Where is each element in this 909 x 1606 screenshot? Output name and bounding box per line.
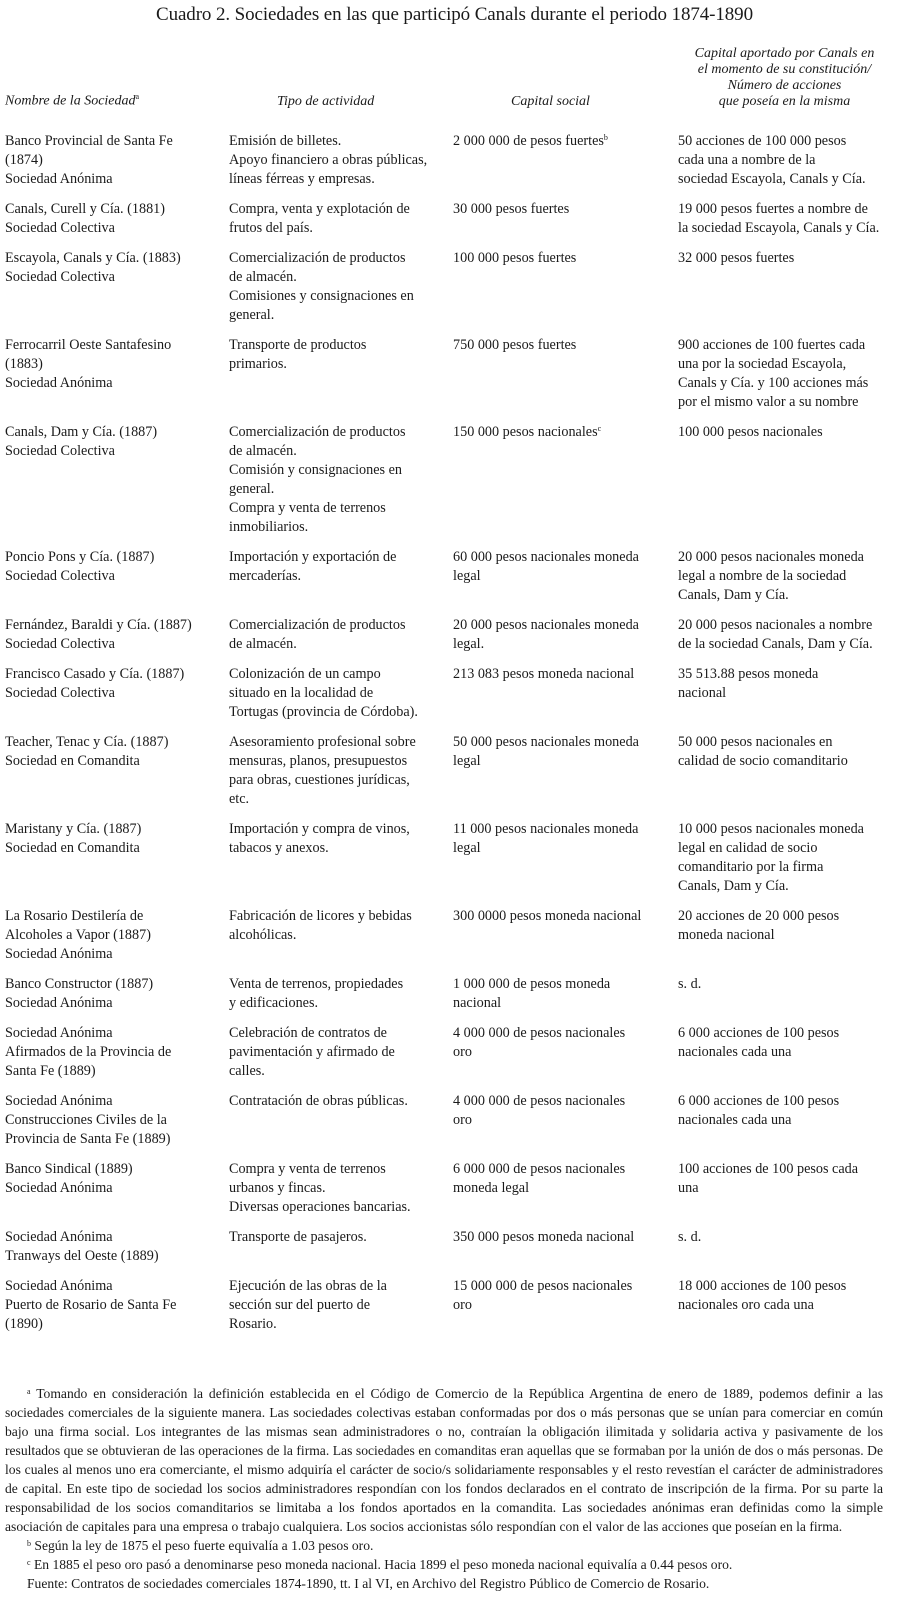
cell-aportado: 18 000 acciones de 100 pesos nacionales oro cada una (678, 1278, 847, 1313)
cell-nombre: Banco Constructor (1887) Sociedad Anónima (5, 976, 154, 1011)
cell-aportado: 50 000 pesos nacionales en calidad de socio comanditario (678, 734, 848, 769)
cell-aportado: 900 acciones de 100 fuertes cada una por la sociedad Escayola, Canals y Cía. y 100 acciones más por el mismo valor a su nombre (678, 337, 869, 410)
cell-aportado: 100 000 pesos nacionales (678, 424, 823, 440)
table-row (0, 665, 909, 733)
cell-capital: 150 000 pesos nacionales$^c$ (453, 424, 602, 440)
cell-aportado: 100 acciones de 100 pesos cada una (678, 1161, 859, 1196)
table-row (0, 132, 909, 200)
table-row (0, 907, 909, 975)
cell-aportado: 19 000 pesos fuertes a nombre de la sociedad Escayola, Canals y Cía. (678, 201, 880, 236)
cell-nombre: Sociedad Anónima Construcciones Civiles de la Provincia de Santa Fe (1889) (5, 1093, 171, 1147)
table-row (0, 1160, 909, 1228)
footnote-a: $^a$ Tomando en consideración la definición establecida en el Código de Comercio de la República Argentina de enero de 1889, podemos definir a las sociedades comerciales de la siguiente manera. Las sociedades colectivas estaban conformadas por dos o más personas que se unían para comerciar en común bajo una firma social. Los integrantes de las mismas sean administradores o no, contraían la obligación ilimitada y solidaria activa y pasivamente de los resultados que se obtuvieran de las operaciones de la firma. Las sociedades en comanditas eran aquellas que se formaban por la unión de dos o más personas. De los cuales al menos uno era comerciante, el mismo adquiría el carácter de socio/s solidariamente responsables y el resto revestían el carácter de administradores de capital. En este tipo de sociedad los socios administradores respondían con los fondos declarados en el contrato de inscripción de la firma. Por su parte la responsabilidad de los socios comanditarios se limitaba a los fondos aportados en la comandita. Las sociedades anónimas eran definidas como la simple asociación de capitales para una empresa o trabajo cualquiera. Los socios accionistas sólo respondían con el valor de las acciones que poseían en la firma. (5, 1386, 883, 1534)
footnotes (5, 1384, 883, 1593)
cell-capital: 213 083 pesos moneda nacional (453, 666, 635, 682)
cell-nombre: Canals, Dam y Cía. (1887) Sociedad Colectiva (5, 424, 158, 459)
cell-aportado: 6 000 acciones de 100 pesos nacionales cada una (678, 1093, 840, 1128)
cell-tipo: Colonización de un campo situado en la localidad de Tortugas (provincia de Córdoba). (229, 666, 418, 720)
cell-nombre: Banco Provincial de Santa Fe (1874) Sociedad Anónima (5, 133, 173, 187)
header-nombre: Nombre de la Sociedad$^a$ (5, 92, 140, 109)
cell-aportado: 20 000 pesos nacionales moneda legal a nombre de la sociedad Canals, Dam y Cía. (678, 549, 864, 603)
cell-nombre: La Rosario Destilería de Alcoholes a Vapor (1887) Sociedad Anónima (5, 908, 151, 962)
cell-nombre: Fernández, Baraldi y Cía. (1887) Sociedad Colectiva (5, 617, 192, 652)
cell-tipo: Comercialización de productos de almacén. (229, 617, 406, 652)
cell-capital: 15 000 000 de pesos nacionales oro (453, 1278, 633, 1313)
cell-nombre: Francisco Casado y Cía. (1887) Sociedad Colectiva (5, 666, 185, 701)
cell-tipo: Asesoramiento profesional sobre mensuras, planos, presupuestos para obras, cuestiones jurídicas, etc. (229, 734, 416, 807)
table-row (0, 336, 909, 423)
cell-capital: 1 000 000 de pesos moneda nacional (453, 976, 611, 1011)
cell-capital: 350 000 pesos moneda nacional (453, 1229, 635, 1245)
cell-aportado: 20 000 pesos nacionales a nombre de la sociedad Canals, Dam y Cía. (678, 617, 873, 652)
cell-capital: 2 000 000 de pesos fuertes$^b$ (453, 133, 608, 149)
cell-aportado: 50 acciones de 100 000 pesos cada una a nombre de la sociedad Escayola, Canals y Cía. (678, 133, 866, 187)
cell-tipo: Emisión de billetes. Apoyo financiero a obras públicas, líneas férreas y empresas. (229, 133, 428, 187)
header-tipo: Tipo de actividad (277, 94, 375, 109)
cell-nombre: Poncio Pons y Cía. (1887) Sociedad Colectiva (5, 549, 155, 584)
cell-nombre: Banco Sindical (1889) Sociedad Anónima (5, 1161, 133, 1196)
cell-nombre: Ferrocarril Oeste Santafesino (1883) Sociedad Anónima (5, 337, 172, 391)
cell-tipo: Importación y exportación de mercaderías. (229, 549, 397, 584)
table-row (0, 1024, 909, 1092)
footnote-mark: b (603, 133, 608, 142)
table-row (0, 200, 909, 249)
cell-nombre: Canals, Curell y Cía. (1881) Sociedad Colectiva (5, 201, 165, 236)
header-capital: Capital social (511, 94, 590, 109)
cell-tipo: Comercialización de productos de almacén. Comisiones y consignaciones en general. (229, 250, 414, 323)
cell-tipo: Compra y venta de terrenos urbanos y fincas. Diversas operaciones bancarias. (229, 1161, 411, 1215)
cell-capital: 4 000 000 de pesos nacionales oro (453, 1093, 626, 1128)
cell-nombre: Maristany y Cía. (1887) Sociedad en Comandita (5, 821, 142, 856)
table-row (0, 975, 909, 1024)
source-note: Fuente: Contratos de sociedades comerciales 1874-1890, tt. I al VI, en Archivo del Registro Público de Comercio de Rosario. (27, 1576, 710, 1591)
cell-tipo: Ejecución de las obras de la sección sur del puerto de Rosario. (229, 1278, 387, 1332)
cell-capital: 4 000 000 de pesos nacionales oro (453, 1025, 626, 1060)
cell-nombre: Sociedad Anónima Puerto de Rosario de Santa Fe (1890) (5, 1278, 177, 1332)
cell-nombre: Sociedad Anónima Tranways del Oeste (1889) (5, 1229, 159, 1264)
cell-capital: 30 000 pesos fuertes (453, 201, 570, 217)
footnote-c: $^c$ En 1885 el peso oro pasó a denominarse peso moneda nacional. Hacia 1899 el peso moneda nacional equivalía a 0.44 pesos oro. (27, 1557, 733, 1572)
cell-tipo: Contratación de obras públicas. (229, 1093, 408, 1109)
cell-nombre: Escayola, Canals y Cía. (1883) Sociedad Colectiva (5, 250, 181, 285)
cell-nombre: Teacher, Tenac y Cía. (1887) Sociedad en Comandita (5, 734, 169, 769)
table-row (0, 423, 909, 548)
cell-tipo: Importación y compra de vinos, tabacos y anexos. (229, 821, 410, 856)
cell-tipo: Comercialización de productos de almacén. Comisión y consignaciones en general. Compra y venta de terrenos inmobiliarios. (229, 424, 406, 535)
table-title: Cuadro 2. Sociedades en las que participó Canals durante el periodo 1874-1890 (156, 4, 753, 25)
cell-capital: 50 000 pesos nacionales moneda legal (453, 734, 639, 769)
cell-capital: 60 000 pesos nacionales moneda legal (453, 549, 639, 584)
cell-tipo: Transporte de pasajeros. (229, 1229, 367, 1245)
footnote-b: $^b$ Según la ley de 1875 el peso fuerte equivalía a 1.03 pesos oro. (27, 1538, 374, 1553)
table-row (0, 820, 909, 907)
table-header (0, 40, 909, 115)
table-row (0, 1092, 909, 1160)
cell-aportado: 20 acciones de 20 000 pesos moneda nacional (678, 908, 840, 943)
cell-aportado: 6 000 acciones de 100 pesos nacionales cada una (678, 1025, 840, 1060)
footnote-mark-a: a (135, 92, 140, 102)
cell-capital: 6 000 000 de pesos nacionales moneda legal (453, 1161, 626, 1196)
cell-tipo: Compra, venta y explotación de frutos del país. (229, 201, 410, 236)
cell-capital: 750 000 pesos fuertes (453, 337, 577, 353)
cell-capital: 300 0000 pesos moneda nacional (453, 908, 642, 924)
cell-aportado: s. d. (678, 1229, 702, 1245)
cell-aportado: 35 513.88 pesos moneda nacional (678, 666, 819, 701)
cell-aportado: 10 000 pesos nacionales moneda legal en calidad de socio comanditario por la firma Canals, Dam y Cía. (678, 821, 864, 894)
cell-nombre: Sociedad Anónima Afirmados de la Provincia de Santa Fe (1889) (5, 1025, 172, 1079)
table-row (0, 249, 909, 336)
table-row (0, 733, 909, 820)
header-aportado: Capital aportado por Canals en el momento de su constitución/ Número de acciones que poseía en la misma (694, 46, 875, 109)
footnote-mark: c (597, 424, 602, 433)
table-body (0, 132, 909, 1345)
table-row (0, 616, 909, 665)
cell-capital: 11 000 pesos nacionales moneda legal (453, 821, 639, 856)
table-row (0, 1228, 909, 1277)
cell-capital: 20 000 pesos nacionales moneda legal. (453, 617, 639, 652)
cell-tipo: Transporte de productos primarios. (229, 337, 367, 372)
table-row (0, 548, 909, 616)
cell-tipo: Venta de terrenos, propiedades y edificaciones. (229, 976, 404, 1011)
cell-tipo: Fabricación de licores y bebidas alcohólicas. (229, 908, 412, 943)
cell-aportado: s. d. (678, 976, 702, 992)
table-row (0, 1277, 909, 1345)
cell-capital: 100 000 pesos fuertes (453, 250, 577, 266)
cell-aportado: 32 000 pesos fuertes (678, 250, 795, 266)
cell-tipo: Celebración de contratos de pavimentación y afirmado de calles. (229, 1025, 395, 1079)
